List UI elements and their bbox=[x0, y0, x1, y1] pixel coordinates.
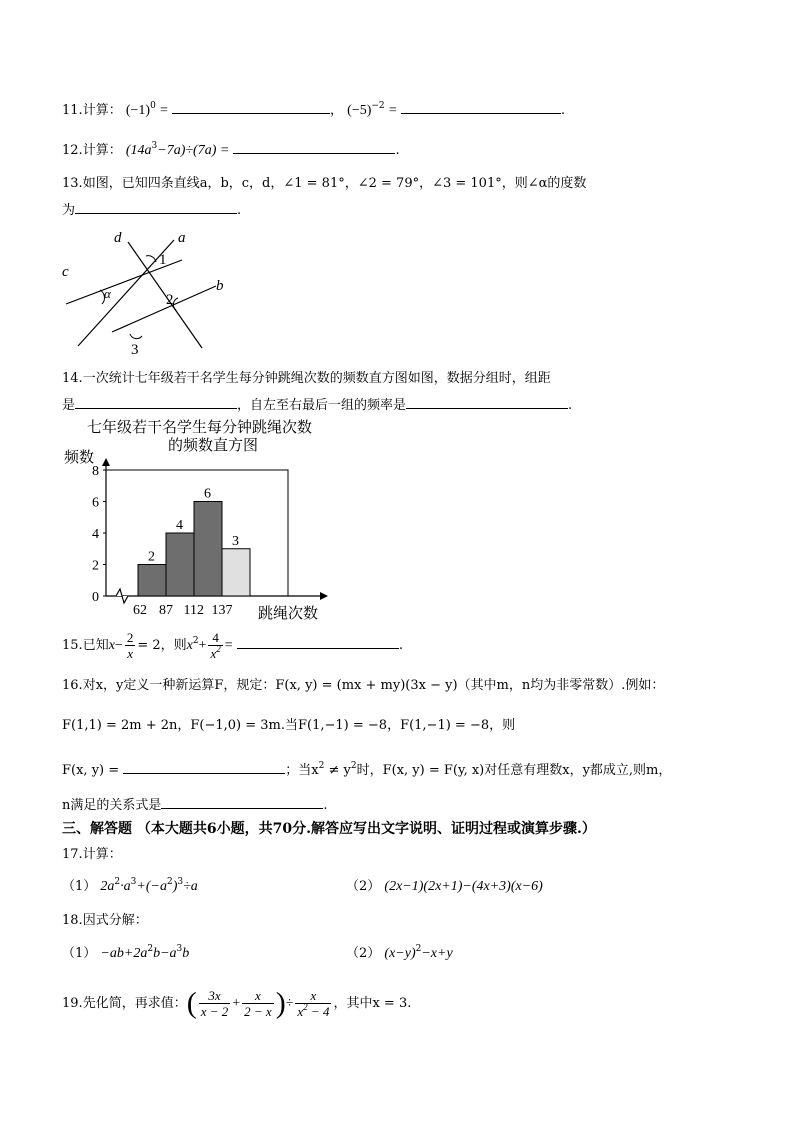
q19-tail: ，其中x = 3. bbox=[333, 996, 412, 1011]
q15-eq: = 2，则 bbox=[137, 638, 187, 653]
q15-x2: x bbox=[186, 638, 193, 653]
q16-line2: F(1,1) = 2m + 2n，F(−1,0) = 3m.当F(1,−1) = −8，F(1,−1) = −8，则 bbox=[62, 718, 516, 733]
x-tick-label: 112 bbox=[183, 603, 204, 618]
q17-e1a: 2a bbox=[100, 879, 115, 894]
q11-eq2: = bbox=[388, 103, 397, 118]
q16-line1: 对x，y定义一种新运算F，规定：F(x, y) = (mx + my)(3x − y)（其中m，n均为非零常数）.例如： bbox=[82, 678, 665, 693]
q19-frac1-den: x − 2 bbox=[200, 1004, 229, 1019]
q16-answer-blank-2[interactable] bbox=[161, 794, 323, 809]
q16-sq-2: 2 bbox=[350, 761, 357, 771]
question-11 bbox=[62, 99, 565, 121]
question-17-part1 bbox=[62, 877, 198, 897]
histogram-bar bbox=[138, 565, 166, 597]
q18-e1a: −ab+2a bbox=[100, 946, 148, 961]
q17-number: 17. bbox=[62, 847, 83, 862]
q13-answer-blank[interactable] bbox=[75, 199, 237, 214]
q19-frac2-num: x bbox=[242, 988, 274, 1004]
q11-exp2: −2 bbox=[371, 101, 385, 111]
q17-exp-d: 3 bbox=[177, 877, 184, 887]
q19-frac2 bbox=[242, 988, 274, 1019]
q19-lparen: ( bbox=[186, 986, 197, 1020]
q11-label: 计算： bbox=[82, 103, 122, 118]
q18-exp-b: 3 bbox=[176, 944, 183, 954]
histogram-bar bbox=[166, 533, 194, 596]
q15-frac2-den-sq: 2 bbox=[216, 644, 221, 654]
section-3-heading: 三、解答题 （本大题共6小题，共70分.解答应写出文字说明、证明过程或演算步骤.） bbox=[62, 821, 596, 837]
x-axis-arrow bbox=[320, 592, 328, 600]
q15-number: 15. bbox=[62, 638, 83, 653]
q18-p2: （2） bbox=[346, 946, 381, 961]
q15-frac2-den-x: x bbox=[210, 646, 217, 661]
q17-e2: (2x−1)(2x+1)−(4x+3)(x−6) bbox=[384, 879, 543, 894]
q18-p1: （1） bbox=[62, 946, 97, 961]
q16-sq-1: 2 bbox=[318, 761, 325, 771]
q12-answer-blank[interactable] bbox=[233, 139, 395, 154]
q18-e2a: (x−y) bbox=[384, 946, 416, 961]
q14-end: . bbox=[568, 398, 573, 413]
label-alpha: α bbox=[104, 286, 111, 301]
histogram-bar bbox=[222, 549, 250, 596]
q19-div: ÷ bbox=[285, 996, 294, 1011]
y-axis-arrow bbox=[102, 458, 110, 466]
q15-frac1 bbox=[125, 630, 136, 661]
q18-e1b: b−a bbox=[153, 946, 177, 961]
y-tick-label: 0 bbox=[92, 590, 99, 605]
q13-text: 如图，已知四条直线a，b，c，d，∠1 = 81°，∠2 = 79°，∠3 = 101°，则∠α的度数 bbox=[82, 176, 587, 191]
y-tick-label: 6 bbox=[92, 495, 99, 511]
label-angle-2: 2 bbox=[166, 292, 174, 308]
q15-frac1-num: 2 bbox=[126, 630, 134, 645]
q15-frac1-den: x bbox=[127, 646, 133, 661]
q14-answer-blank-1[interactable] bbox=[75, 394, 237, 409]
q15-sq: 2 bbox=[192, 636, 199, 646]
x-tick-label: 137 bbox=[211, 603, 233, 618]
q11-eq1: = bbox=[159, 103, 168, 118]
q17-e1e: ÷a bbox=[183, 879, 198, 894]
question-13-line2 bbox=[62, 199, 241, 221]
q14-number: 14. bbox=[62, 371, 83, 386]
question-14-line2 bbox=[62, 394, 572, 416]
q15-frac2-num: 4 bbox=[208, 630, 222, 646]
question-13 bbox=[62, 174, 586, 194]
q12-exp: 3 bbox=[151, 141, 158, 151]
q11-answer-blank-1[interactable] bbox=[172, 99, 330, 114]
question-18-part2 bbox=[346, 944, 453, 964]
q19-frac3-den-rest: − 4 bbox=[307, 1004, 330, 1019]
q12-end: . bbox=[395, 143, 400, 158]
x-tick-label: 62 bbox=[133, 603, 147, 618]
q17-e1c: +(−a bbox=[136, 879, 167, 894]
q11-end: . bbox=[560, 103, 565, 118]
q11-exp1: 0 bbox=[150, 101, 156, 111]
q16-number: 16. bbox=[62, 678, 83, 693]
q12-label: 计算： bbox=[82, 143, 122, 158]
q17-exp-a: 2 bbox=[114, 877, 121, 887]
q19-frac3-den-x: x bbox=[297, 1004, 304, 1019]
question-12 bbox=[62, 139, 400, 161]
q16-line3c: ≠ y bbox=[324, 763, 351, 778]
histogram-chart bbox=[60, 418, 350, 624]
question-15 bbox=[62, 628, 403, 664]
question-16 bbox=[62, 676, 664, 696]
q15-plus: + bbox=[198, 638, 207, 653]
q13-figure bbox=[60, 226, 240, 358]
q19-frac2-den: 2 − x bbox=[244, 1004, 272, 1019]
q15-frac2 bbox=[208, 630, 222, 661]
chart-subtitle: 的频数直方图 bbox=[168, 438, 259, 454]
question-18 bbox=[62, 911, 148, 931]
histogram-bar bbox=[194, 502, 222, 597]
q16-line3a: F(x, y) = bbox=[62, 763, 120, 778]
label-b: b bbox=[216, 278, 224, 294]
q18-e1c: b bbox=[182, 946, 190, 961]
q14-text: 一次统计七年级若干名学生每分钟跳绳次数的频数直方图如图，数据分组时，组距 bbox=[82, 371, 551, 386]
q19-frac1-num: 3x bbox=[199, 988, 231, 1004]
q19-frac1 bbox=[199, 988, 231, 1019]
q11-expr1: (−1) bbox=[125, 103, 151, 118]
q19-frac3 bbox=[295, 988, 331, 1019]
label-a: a bbox=[178, 230, 186, 246]
question-16-line2 bbox=[62, 716, 515, 736]
q15-text: 已知 bbox=[82, 638, 109, 653]
q16-answer-blank-1[interactable] bbox=[123, 759, 285, 774]
bar-value-label: 2 bbox=[148, 549, 155, 565]
q15-frac2-den bbox=[208, 646, 222, 661]
q13-text2: 为 bbox=[62, 203, 76, 218]
label-c: c bbox=[62, 264, 69, 280]
label-angle-3: 3 bbox=[131, 342, 139, 358]
q11-expr2: (−5) bbox=[347, 103, 372, 118]
q12-number: 12. bbox=[62, 143, 83, 158]
q13-end: . bbox=[237, 203, 242, 218]
q17-e1d: ) bbox=[172, 879, 178, 894]
q11-answer-blank-2[interactable] bbox=[401, 99, 561, 114]
q19-number: 19. bbox=[62, 996, 83, 1011]
q12-expr-rest: −7a)÷(7a) = bbox=[157, 143, 230, 158]
q17-exp-b: 3 bbox=[130, 877, 137, 887]
q18-exp-c: 2 bbox=[415, 944, 422, 954]
q18-e2b: −x+y bbox=[421, 946, 453, 961]
q17-p1: （1） bbox=[62, 879, 97, 894]
question-16-line3 bbox=[62, 759, 671, 781]
y-tick-label: 8 bbox=[92, 464, 99, 479]
q18-label: 因式分解： bbox=[82, 913, 148, 928]
question-17-part2 bbox=[346, 877, 543, 897]
q16-line3b: ；当x bbox=[285, 763, 319, 778]
bar-value-label: 4 bbox=[176, 518, 183, 533]
q14-answer-blank-2[interactable] bbox=[406, 394, 568, 409]
q17-e1b: ·a bbox=[120, 879, 131, 894]
q19-plus: + bbox=[232, 996, 241, 1011]
angle-3-arc bbox=[130, 334, 142, 339]
y-tick-label: 2 bbox=[92, 558, 99, 574]
chart-title: 七年级若干名学生每分钟跳绳次数 bbox=[87, 420, 313, 436]
q19-frac3-den bbox=[295, 1004, 331, 1019]
q11-number: 11. bbox=[62, 103, 83, 118]
question-19 bbox=[62, 982, 411, 1026]
q17-p2: （2） bbox=[346, 879, 381, 894]
q19-text: 先化简，再求值： bbox=[82, 996, 187, 1011]
x-tick-label: 87 bbox=[159, 603, 173, 618]
chart-xlabel: 跳绳次数 bbox=[258, 606, 319, 622]
q19-rparen: ) bbox=[275, 986, 286, 1020]
question-16-line4 bbox=[62, 794, 328, 816]
question-14 bbox=[62, 369, 551, 389]
q18-number: 18. bbox=[62, 913, 83, 928]
bar-value-label: 3 bbox=[232, 533, 239, 549]
q15-answer-blank[interactable] bbox=[237, 634, 399, 649]
q13-number: 13. bbox=[62, 176, 83, 191]
q15-minus: − bbox=[114, 638, 123, 653]
q15-end: . bbox=[398, 638, 403, 653]
label-d: d bbox=[114, 230, 122, 246]
q15-x: x bbox=[108, 638, 115, 653]
q18-exp-a: 2 bbox=[147, 944, 154, 954]
q19-frac3-den-sq: 2 bbox=[303, 1002, 308, 1012]
q14-text2b: ，自左至右最后一组的频率是 bbox=[237, 398, 407, 413]
q17-exp-c: 2 bbox=[166, 877, 173, 887]
q11-comma: ， bbox=[330, 103, 344, 118]
bar-value-label: 6 bbox=[204, 486, 211, 502]
q15-eq2: = bbox=[224, 638, 233, 653]
question-17 bbox=[62, 845, 122, 865]
y-tick-label: 4 bbox=[92, 527, 99, 542]
q14-text2a: 是 bbox=[62, 398, 76, 413]
chart-ylabel: 频数 bbox=[64, 450, 95, 466]
question-18-part1 bbox=[62, 944, 189, 964]
q19-frac3-num: x bbox=[295, 988, 331, 1004]
q12-expr: (14a bbox=[125, 143, 152, 158]
q16-end: . bbox=[323, 798, 328, 813]
q17-label: 计算： bbox=[82, 847, 122, 862]
x-axis-break bbox=[116, 589, 128, 603]
q16-line3d: 时，F(x, y) = F(y, x)对任意有理数x，y都成立,则m， bbox=[356, 763, 672, 778]
label-angle-1: 1 bbox=[159, 252, 167, 268]
q16-line4a: n满足的关系式是 bbox=[62, 798, 162, 813]
